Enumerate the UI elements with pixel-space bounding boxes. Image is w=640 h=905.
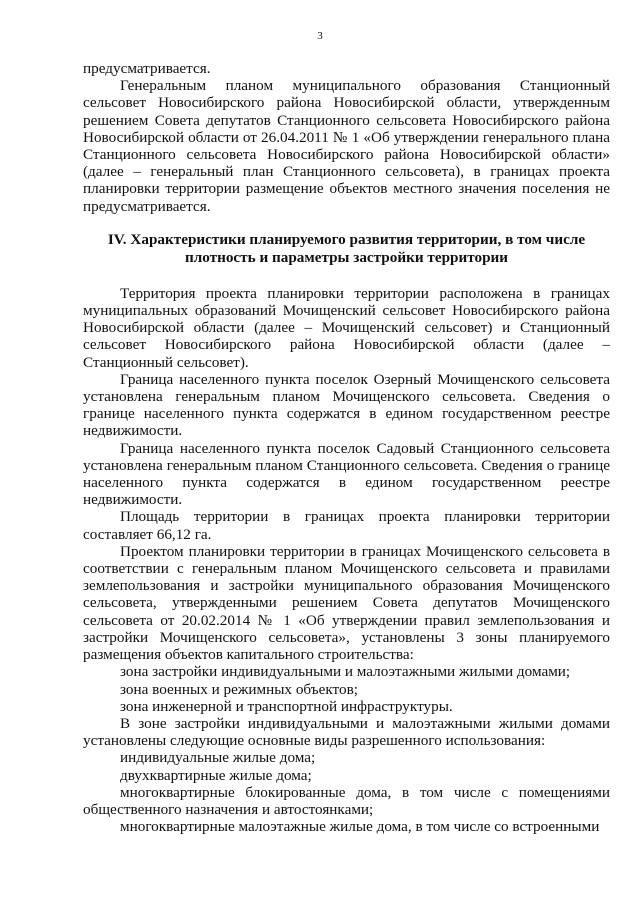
list-item: двухквартирные жилые дома;: [120, 766, 312, 784]
list-item: зона военных и режимных объектов;: [120, 680, 358, 698]
document-body: [83, 60, 610, 835]
paragraph-general-plan-stantsionny: Генеральным планом муниципального образования Станционный сельсовет Новосибирского района Новосибирской области, утвержденным решением Совета депутатов Станционного сельсовета Новосибирского района Новосибирской области от 26.04.2011 № 1 «Об утверждении генерального плана Станционного сельсовета Новосибирского района Новосибирской области» (далее – генеральный план Станционного сельсовета), в границах проекта планировки территории размещение объектов местного значения поселения не предусматривается.: [83, 77, 610, 215]
paragraph-continuation: предусматривается.: [83, 60, 211, 77]
list-item: индивидуальные жилые дома;: [120, 749, 316, 767]
paragraph-sadovy-boundary: Граница населенного пункта поселок Садовый Станционного сельсовета установлена генеральным планом Станционного сельсовета. Сведения о границе населенного пункта содержатся в едином государственном реестре недвижимости.: [83, 439, 610, 509]
paragraph-ozerny-boundary: Граница населенного пункта поселок Озерный Мочищенского сельсовета установлена генеральным планом Мочищенского сельсовета. Сведения о границе населенного пункта содержатся в едином государственном реестре недвижимости.: [83, 370, 610, 440]
page-number: 3: [317, 30, 323, 42]
paragraph-zones-intro: Проектом планировки территории в границах Мочищенского сельсовета в соответствии с генеральным планом Мочищенского сельсовета и правилами землепользования и застройки муниципального образования Мочищенского сельсовета, утвержденными решением Совета депутатов Мочищенского сельсовета от 20.02.2014 № 1 «Об утверждении правил землепользования и застройки Мочищенского сельсовета», установлены 3 зоны планируемого размещения объектов капитального строительства:: [83, 542, 610, 664]
section-heading: IV. Характеристики планируемого развития территории, в том числе плотность и параметры застройки территории: [107, 230, 586, 266]
list-item: зона инженерной и транспортной инфраструктуры.: [120, 697, 453, 715]
list-item: многоквартирные малоэтажные жилые дома, в том числе со встроенными: [120, 818, 600, 836]
list-item: многоквартирные блокированные дома, в том числе с помещениями общественного назначения и автостоянками;: [83, 783, 610, 818]
paragraph-territory-area: Площадь территории в границах проекта планировки территории составляет 66,12 га.: [83, 508, 610, 543]
list-item: зона застройки индивидуальными и малоэтажными жилыми домами;: [120, 663, 571, 681]
paragraph-permitted-uses-intro: В зоне застройки индивидуальными и малоэтажными жилыми домами установлены следующие основные виды разрешенного использования:: [83, 714, 610, 750]
paragraph-territory-location: Территория проекта планировки территории расположена в границах муниципальных образований Мочищенский сельсовет Новосибирского района Новосибирской области (далее – Мочищенский сельсовет) и Станционный сельсовет Новосибирского района Новосибирской области (далее – Станционный сельсовет).: [83, 284, 610, 371]
